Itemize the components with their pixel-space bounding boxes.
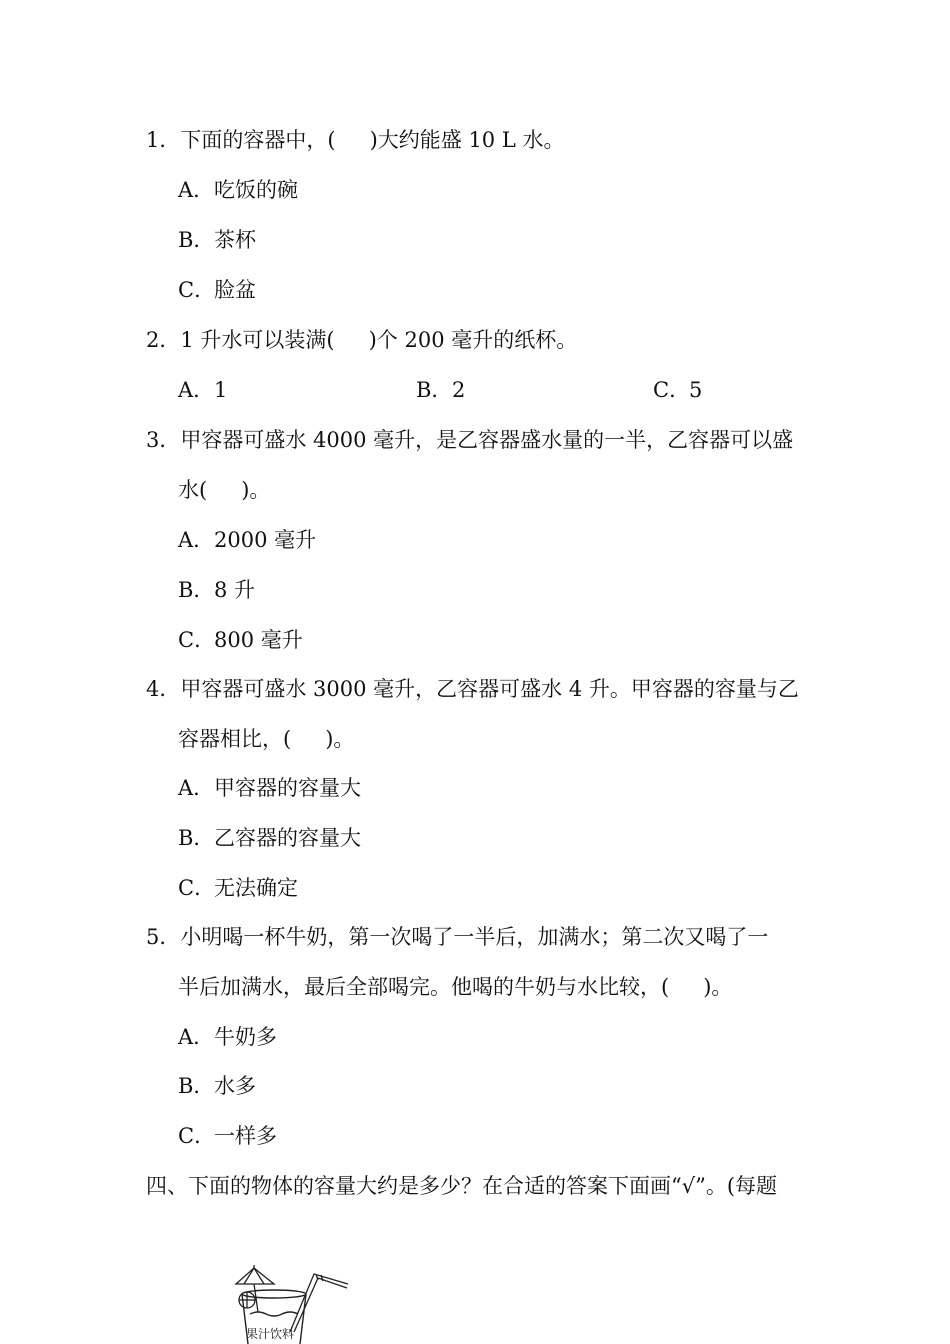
option-1b[interactable]: B．茶杯 bbox=[178, 228, 256, 252]
option-3a[interactable]: A．2000 毫升 bbox=[178, 528, 317, 552]
option-2c[interactable]: C．5 bbox=[653, 378, 703, 402]
question-number: 2． bbox=[146, 328, 181, 352]
question-number: 1． bbox=[146, 128, 181, 152]
question-5-continued: 半后加满水，最后全部喝完。他喝的牛奶与水比较，( )。 bbox=[178, 975, 733, 999]
option-3b[interactable]: B．8 升 bbox=[178, 578, 256, 602]
option-4a[interactable]: A．甲容器的容量大 bbox=[178, 776, 361, 800]
section-4-heading: 四、下面的物体的容量大约是多少？在合适的答案下面画“√”。(每题 bbox=[146, 1174, 778, 1198]
drink-label: 果汁饮料 bbox=[246, 1327, 295, 1341]
juice-drink-illustration bbox=[230, 1262, 355, 1344]
question-text: 甲容器可盛水 3000 毫升，乙容器可盛水 4 升。甲容器的容量与乙 bbox=[180, 677, 799, 701]
option-2a[interactable]: A．1 bbox=[178, 378, 228, 402]
question-text: 甲容器可盛水 4000 毫升，是乙容器盛水量的一半，乙容器可以盛 bbox=[180, 428, 794, 452]
question-2 bbox=[146, 325, 577, 355]
question-number: 3． bbox=[146, 428, 181, 452]
question-5 bbox=[146, 922, 768, 952]
question-1 bbox=[146, 125, 564, 155]
question-4-continued: 容器相比，( )。 bbox=[178, 727, 355, 751]
question-text: )大约能盛 10 L 水。 bbox=[369, 128, 565, 152]
question-4 bbox=[146, 674, 799, 704]
option-4b[interactable]: B．乙容器的容量大 bbox=[178, 826, 361, 850]
question-text: 1 升水可以装满( bbox=[180, 328, 335, 352]
straw-icon bbox=[290, 1274, 348, 1332]
option-5a[interactable]: A．牛奶多 bbox=[178, 1025, 277, 1049]
cocktail-umbrella-icon bbox=[236, 1265, 274, 1312]
question-text: )个 200 毫升的纸杯。 bbox=[368, 328, 578, 352]
option-1c[interactable]: C．脸盆 bbox=[178, 278, 256, 302]
option-1a[interactable]: A．吃饭的碗 bbox=[178, 178, 298, 202]
option-5b[interactable]: B．水多 bbox=[178, 1074, 256, 1098]
options-row-2 bbox=[178, 375, 778, 405]
question-text: 下面的容器中，( bbox=[180, 128, 336, 152]
question-3 bbox=[146, 425, 793, 455]
option-3c[interactable]: C．800 毫升 bbox=[178, 628, 303, 652]
question-3-continued: 水( )。 bbox=[178, 478, 271, 502]
option-5c[interactable]: C．一样多 bbox=[178, 1124, 277, 1148]
question-text: 小明喝一杯牛奶，第一次喝了一半后，加满水；第二次又喝了一 bbox=[180, 925, 769, 949]
question-number: 4． bbox=[146, 677, 181, 701]
question-number: 5． bbox=[146, 925, 181, 949]
option-4c[interactable]: C．无法确定 bbox=[178, 876, 298, 900]
option-2b[interactable]: B．2 bbox=[416, 378, 466, 402]
